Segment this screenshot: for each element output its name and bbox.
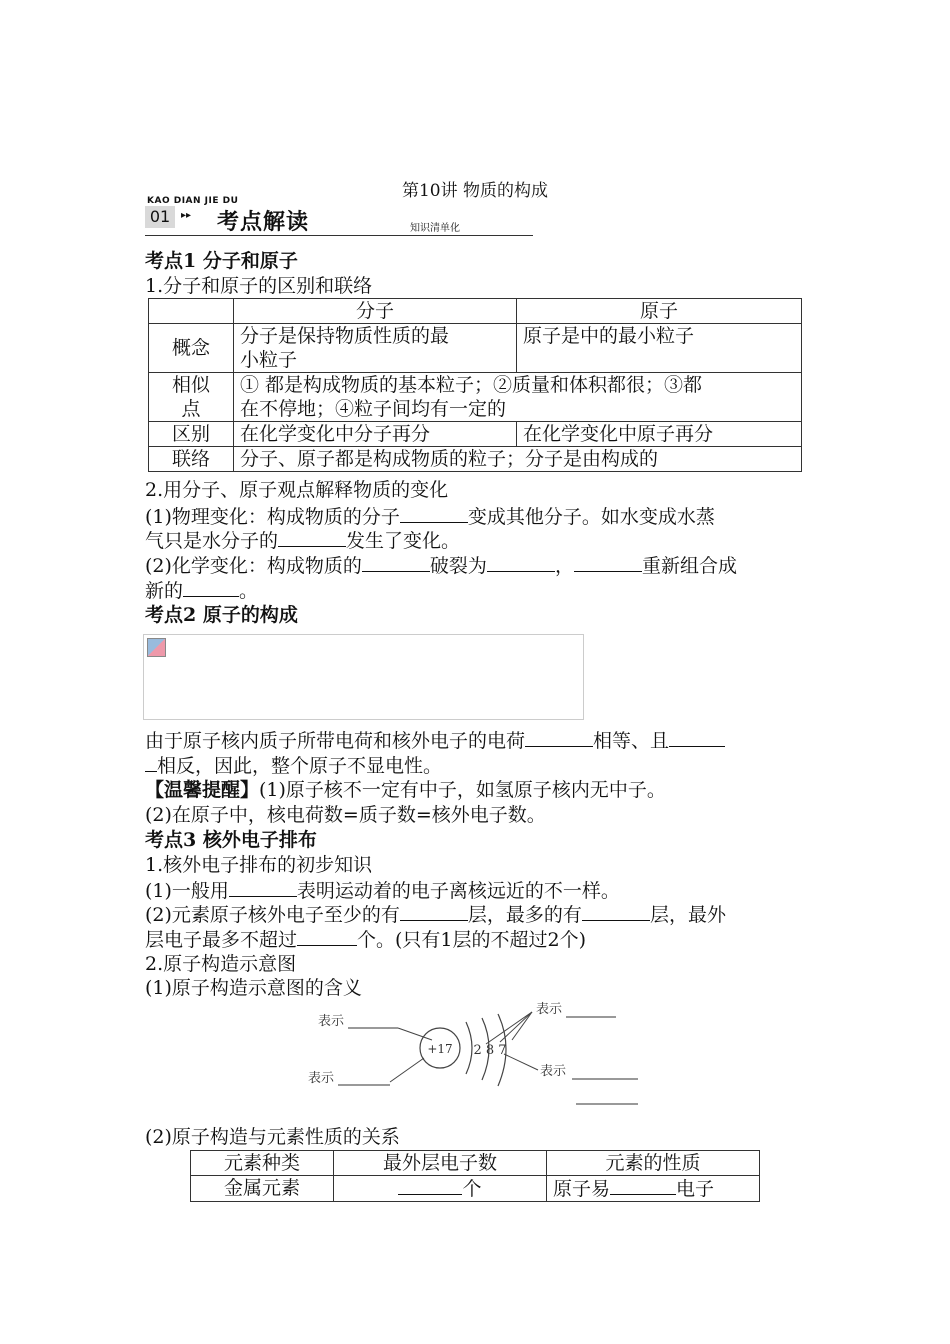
tip: 【温馨提醒】(1)原子核不一定有中子，如氢原子核内无中子。 <box>145 779 666 801</box>
section3-sub2-1: (1)原子构造示意图的含义 <box>145 977 362 999</box>
pointer-line <box>512 1012 532 1040</box>
fill-blank[interactable] <box>669 728 725 747</box>
row-label: 概念 <box>149 324 234 373</box>
electron-shell-arc <box>466 1022 472 1074</box>
table-cell: 在化学变化中分子再分 <box>234 422 517 447</box>
row-label: 区别 <box>149 422 234 447</box>
tip-2: (2)在原子中，核电荷数=质子数=核外电子数。 <box>145 804 546 826</box>
table-cell: ① 都是构成物质的基本粒子；②质量和体积都很；③都 在不停地；④粒子间均有一定的 <box>234 373 802 422</box>
fill-blank[interactable] <box>610 1176 676 1195</box>
table-cell: 在化学变化中原子再分 <box>517 422 802 447</box>
banner-pinyin: KAO DIAN JIE DU <box>147 196 239 206</box>
fill-blank[interactable] <box>574 553 642 572</box>
fill-blank[interactable] <box>398 1176 462 1195</box>
fill-blank[interactable] <box>487 553 555 572</box>
paragraph: 层电子最多不超过 个。(只有1层的不超过2个) <box>145 929 587 951</box>
section3-heading: 考点3 核外电子排布 <box>145 829 317 851</box>
row-label: 相似 点 <box>149 373 234 422</box>
double-arrow-icon: ▸▸ <box>181 210 192 221</box>
pointer-line <box>398 1028 432 1040</box>
molecule-atom-table <box>148 298 802 472</box>
section-banner <box>145 196 533 238</box>
banner-rule <box>145 235 533 236</box>
section1-sub1: 1.分子和原子的区别和联络 <box>145 275 373 297</box>
pointer-line <box>504 1054 538 1070</box>
pointer-line <box>390 1058 424 1082</box>
col-atom: 原子 <box>517 299 802 324</box>
section3-sub1: 1.核外电子排布的初步知识 <box>145 854 373 876</box>
section2-heading: 考点2 原子的构成 <box>145 604 298 626</box>
atom-structure-diagram <box>300 996 650 1114</box>
banner-heading: 考点解读 <box>217 210 310 235</box>
fill-blank[interactable] <box>400 504 468 523</box>
broken-image-icon <box>147 638 166 657</box>
col-molecule: 分子 <box>234 299 517 324</box>
banner-subtitle: 知识清单化 <box>410 223 460 234</box>
nucleus-charge: +17 <box>427 1042 453 1056</box>
electron-counts: 2 8 7 <box>473 1043 507 1058</box>
fill-blank[interactable] <box>183 578 239 597</box>
pointer-line <box>486 1012 532 1044</box>
section1-sub2: 2.用分子、原子观点解释物质的变化 <box>145 479 449 501</box>
fill-blank[interactable] <box>229 878 297 897</box>
fill-blank[interactable] <box>525 728 593 747</box>
diagram-label: 表示 <box>540 1064 567 1079</box>
diagram-label: 表示 <box>318 1014 345 1029</box>
fill-blank[interactable] <box>400 902 468 921</box>
fill-blank[interactable] <box>145 753 157 772</box>
row-label: 联络 <box>149 447 234 472</box>
table-cell: 分子是保持物质性质的最 小粒子 <box>234 324 517 373</box>
document-title: 第10讲 物质的构成 <box>401 181 549 201</box>
paragraph: 相反，因此，整个原子不显电性。 <box>145 753 442 778</box>
table-cell: 分子、原子都是构成物质的粒子；分子是由构成的 <box>234 447 802 472</box>
section3-sub2-2: (2)原子构造与元素性质的关系 <box>145 1126 400 1148</box>
pointer-line <box>500 1012 532 1042</box>
diagram-label: 表示 <box>308 1071 335 1086</box>
table-cell: 个 <box>334 1176 547 1202</box>
fill-blank[interactable] <box>297 927 357 946</box>
table-cell: 金属元素 <box>191 1176 334 1202</box>
fill-blank[interactable] <box>362 553 430 572</box>
paragraph: (2)化学变化：构成物质的 破裂为 ， 重新组合成 <box>145 555 737 577</box>
paragraph: 由于原子核内质子所带电荷和核外电子的电荷 相等、且 <box>145 728 725 753</box>
section3-sub2: 2.原子构造示意图 <box>145 953 297 975</box>
col-outer-electrons: 最外层电子数 <box>334 1151 547 1176</box>
banner-number: 01 <box>145 206 175 228</box>
paragraph: (1)一般用 表明运动着的电子离核远近的不一样。 <box>145 880 620 902</box>
paragraph: (1)物理变化：构成物质的分子 变成其他分子。如水变成水蒸 <box>145 506 715 528</box>
col-element-type: 元素种类 <box>191 1151 334 1176</box>
diagram-label: 表示 <box>536 1002 563 1017</box>
table-cell: 原子易 电子 <box>547 1176 760 1202</box>
fill-blank[interactable] <box>582 902 650 921</box>
atom-structure-image <box>143 634 584 720</box>
section1-heading: 考点1 分子和原子 <box>145 250 298 272</box>
element-property-table <box>190 1150 760 1202</box>
paragraph: 气只是水分子的 发生了变化。 <box>145 530 461 552</box>
fill-blank[interactable] <box>278 528 346 547</box>
col-property: 元素的性质 <box>547 1151 760 1176</box>
paragraph: 新的 。 <box>145 580 259 602</box>
paragraph: (2)元素原子核外电子至少的有 层，最多的有 层，最外 <box>145 904 726 926</box>
table-cell: 原子是中的最小粒子 <box>517 324 802 373</box>
